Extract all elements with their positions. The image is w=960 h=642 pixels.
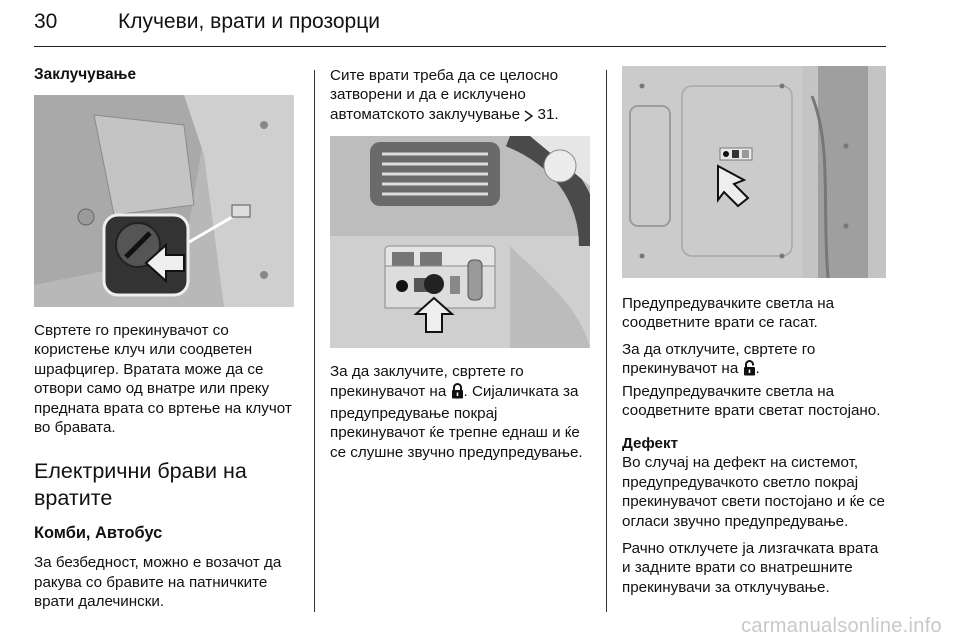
model-title: Комби, Автобус bbox=[34, 524, 163, 543]
paragraph-remote-operation: За безбедност, можно е возачот да ракува со бравите на патничките врати далечински. bbox=[34, 554, 282, 611]
padlock-open-icon bbox=[743, 360, 756, 381]
paragraph-lock-instructions: Свртете го прекинувачот со користење клуч или соодветен шрафцигер. Вратата може да се отвори само од внатре или преку предната врата со вртење на клучот во бравата. bbox=[34, 322, 292, 437]
paragraph-unlock-action bbox=[622, 340, 890, 421]
padlock-closed-icon bbox=[451, 383, 464, 404]
paragraph-manual-unlock: Рачно отклучете ја лизгачката врата и задните врати со внатрешните прекинувачи за отклучување. bbox=[622, 540, 879, 596]
paragraph-doors-closed bbox=[330, 66, 592, 127]
paragraph-fault: Во случај на дефект на системот, предупредувачкото светло покрај прекинувачот свети постојано и ќе се огласи звучно предупредување. bbox=[622, 454, 885, 530]
column-divider-1 bbox=[314, 70, 315, 612]
unlock-action-text-end: . Предупредувачките светла на соодветните врати светат постојано. bbox=[622, 360, 881, 420]
paragraph-lock-action bbox=[330, 362, 592, 462]
lock-action-text-start: За да заклучите, свртете го прекинувачот на bbox=[330, 363, 524, 400]
column-right bbox=[622, 66, 890, 597]
figure-dashboard-switch bbox=[330, 136, 590, 348]
paragraph-warning-lights-off: Предупредувачките светла на соодветните врати се гасат. bbox=[622, 295, 835, 332]
column-left bbox=[34, 66, 296, 612]
subheading-locking: Заклучување bbox=[34, 66, 137, 83]
unlock-action-text-start: За да отклучите, свртете го прекинувачот на bbox=[622, 340, 816, 378]
column-middle bbox=[330, 66, 592, 462]
doors-closed-text: Сите врати треба да се целосно затворени и да е исклучено автоматското заклучување bbox=[330, 67, 559, 123]
page-header bbox=[34, 6, 886, 47]
figure-door-lock-switch bbox=[34, 95, 294, 307]
watermark: carmanualsonline.info bbox=[741, 615, 942, 637]
page-title: Клучеви, врати и прозорци bbox=[118, 10, 380, 33]
arrow-reference-icon bbox=[524, 108, 533, 127]
page-number: 30 bbox=[34, 10, 58, 33]
figure-interior-door-switch bbox=[622, 66, 886, 278]
section-title-electric-locks: Електрични брави на вратите bbox=[34, 459, 247, 511]
column-divider-2 bbox=[606, 70, 607, 612]
fault-title: Дефект bbox=[622, 435, 679, 453]
page-reference[interactable]: 31. bbox=[537, 105, 559, 123]
lock-action-text-end: . Сијаличката за предупредување покрај прекинувачот ќе трепне еднаш и ќе се слушне звучно предупредување. bbox=[330, 382, 583, 461]
